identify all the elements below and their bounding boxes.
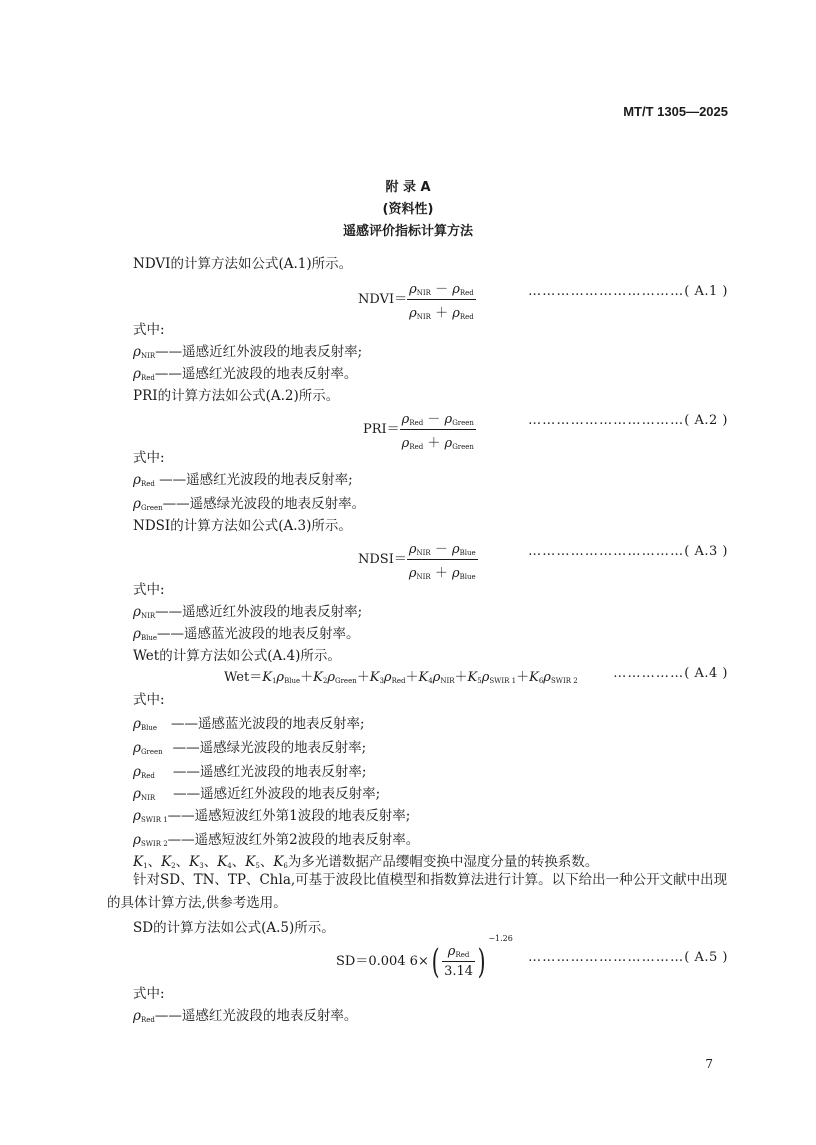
wet-def-nir: $\rho_{NIR}$ ——遥感近红外波段的地表反射率; <box>133 786 381 802</box>
ndsi-intro: NDSI的计算方法如公式(A.3)所示。 <box>133 518 352 534</box>
wet-def-red: $\rho_{Red}$ ——遥感红光波段的地表反射率; <box>133 764 367 780</box>
wet-def-green: $\rho_{Green}$ ——遥感绿光波段的地表反射率; <box>133 740 367 756</box>
ndsi-def-blue: $\rho_{Blue}——$遥感蓝光波段的地表反射率。 <box>133 626 360 642</box>
sd-equation-number: ……………………………( A.5 ) <box>528 950 728 965</box>
sd-def-red: $\rho_{Red}——$遥感红光波段的地表反射率。 <box>133 1008 358 1024</box>
pri-def-red: $\rho_{Red}$ ——遥感红光波段的地表反射率; <box>133 472 353 488</box>
sd-intro: SD的计算方法如公式(A.5)所示。 <box>133 920 335 936</box>
ndvi-intro: NDVI的计算方法如公式(A.1)所示。 <box>133 256 353 272</box>
ndvi-equation-number: ……………………………( A.1 ) <box>528 284 728 299</box>
pri-lhs: PRI＝ <box>363 422 400 437</box>
ndvi-where: 式中: <box>133 322 165 338</box>
wet-def-swir2: $\rho_{SWIR 2}——$遥感短波红外第2波段的地表反射率。 <box>133 832 420 848</box>
standard-code: MT/T 1305—2025 <box>623 104 728 119</box>
wet-def-swir1: $\rho_{SWIR 1}——$遥感短波红外第1波段的地表反射率; <box>133 808 411 824</box>
sd-fraction: $\frac{\rho_{Red}}{3.14}$ <box>444 944 474 979</box>
sd-where: 式中: <box>133 986 165 1002</box>
ndvi-lhs: NDVI＝ <box>358 292 408 307</box>
sd-paragraph: 针对SD、TN、TP、Chla,可基于波段比值模型和指数算法进行计算。以下给出一种公开文献中出现的具体计算方法,供参考选用。 <box>107 872 728 911</box>
wet-def-blue: $\rho_{Blue}$ ——遥感蓝光波段的地表反射率; <box>133 716 365 732</box>
pri-where: 式中: <box>133 450 165 466</box>
wet-equation-number: ……………( A.4 ) <box>613 666 728 681</box>
pri-def-green: $\rho_{Green}——$遥感绿光波段的地表反射率。 <box>133 496 366 512</box>
annex-subtitle: 遥感评价指标计算方法 <box>342 224 473 239</box>
wet-k-note: $K_1$、$K_2$、$K_3$、$K_4$、$K_5$、$K_6$为多光谱数据产品缨帽变换中湿度分量的转换系数。 <box>133 854 599 870</box>
sd-lhs: SD＝0.004 6× <box>336 954 429 969</box>
ndsi-def-nir: $\rho_{NIR}——$遥感近红外波段的地表反射率; <box>133 604 363 620</box>
wet-where: 式中: <box>133 692 165 708</box>
wet-intro: Wet的计算方法如公式(A.4)所示。 <box>133 648 341 664</box>
wet-lhs: Wet＝ <box>224 670 263 685</box>
ndsi-fraction: $\frac{\rho_{NIR} - \rho_{Blue}}{\rho_{NIR} + \rho_{Blue}}$ <box>407 538 478 581</box>
ndsi-formula <box>358 538 478 581</box>
pri-formula <box>363 408 476 451</box>
page-number: 7 <box>705 1057 713 1071</box>
ndvi-def-nir: $\rho_{NIR}——$遥感近红外波段的地表反射率; <box>133 344 363 360</box>
annex-nature: (资料性) <box>382 202 434 217</box>
sd-exponent: −1.26 <box>488 934 513 943</box>
ndsi-lhs: NDSI＝ <box>358 552 407 567</box>
annex-title: 附 录 A <box>385 180 431 195</box>
wet-formula: $Wet=K_1\rho_{Blue}+K_2\rho_{Green}+K_3\rho_{Red}+K_4\rho_{NIR}+K_5\rho_{SWIR 1}+K_6\rho_{SWIR 2}$ <box>224 670 578 685</box>
pri-fraction: $\frac{\rho_{Red} - \rho_{Green}}{\rho_{Red} + \rho_{Green}}$ <box>400 408 476 451</box>
sd-formula: SD＝0.004 6×( $\frac{\rho_{Red}}{3.14}$ )$^{-1.26}$ <box>336 934 513 982</box>
ndvi-def-red: $\rho_{Red}——$遥感红光波段的地表反射率。 <box>133 366 358 382</box>
ndvi-fraction: $\frac{\rho_{NIR} - \rho_{Red}}{\rho_{NIR} + \rho_{Red}}$ <box>407 278 476 321</box>
pri-equation-number: ……………………………( A.2 ) <box>528 413 728 428</box>
ndvi-formula <box>358 278 476 321</box>
ndsi-where: 式中: <box>133 582 165 598</box>
ndsi-equation-number: ……………………………( A.3 ) <box>528 544 728 559</box>
pri-intro: PRI的计算方法如公式(A.2)所示。 <box>133 388 340 404</box>
